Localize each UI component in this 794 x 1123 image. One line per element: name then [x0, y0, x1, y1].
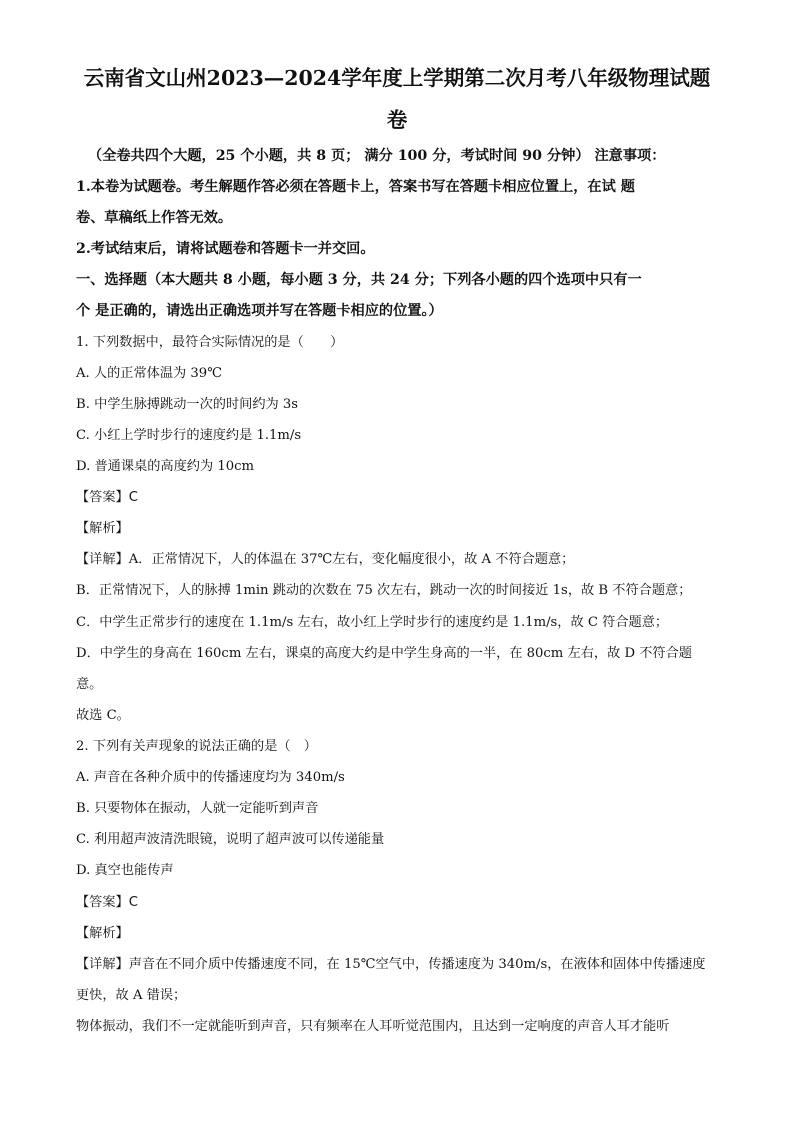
section-heading: 一、选择题（本大题共 8 小题，每小题 3 分，共 24 分；下列各小题的四个选项中只有一 — [76, 272, 642, 288]
instruction-2: 2.考试结束后，请将试题卷和答题卡一并交回。 — [76, 241, 375, 257]
question-1-option-c: C. 小红上学时步行的速度约是 1.1m/s — [76, 428, 302, 443]
question-1-detail: D．中学生的身高在 160cm 左右，课桌的高度大约是中学生身高的一半，在 80cm 左右，故 D 不符合题 — [76, 646, 692, 661]
document-title-continued: 卷 — [386, 108, 408, 132]
instruction-1: 1.本卷为试题卷。考生解题作答必须在答题卡上，答案书写在答题卡相应位置上，在试 题 — [76, 179, 635, 195]
question-2-option-c: C. 利用超声波清洗眼镜，说明了超声波可以传递能量 — [76, 832, 385, 847]
exam-overview: （全卷共四个大题，25 个小题，共 8 页； 满分 100 分，考试时间 90 分钟） 注意事项： — [88, 148, 666, 164]
question-1-option-a: A. 人的正常体温为 39℃ — [76, 366, 222, 381]
question-2-option-a: A. 声音在各种介质中的传播速度均为 340m/s — [76, 770, 345, 785]
question-1-conclusion: 故选 C。 — [76, 708, 130, 723]
instruction-1-continued: 卷、草稿纸上作答无效。 — [76, 210, 233, 226]
question-2-option-d: D. 真空也能传声 — [76, 863, 174, 878]
question-1-detail: 意。 — [76, 677, 103, 692]
question-2-detail: 物体振动，我们不一定就能听到声音，只有频率在人耳听觉范围内，且达到一定响度的声音人耳才能听 — [76, 1019, 670, 1034]
question-2-stem: 2. 下列有关声现象的说法正确的是（ ） — [76, 739, 317, 754]
question-1-detail: B．正常情况下，人的脉搏 1min 跳动的次数在 75 次左右，跳动一次的时间接近 1s，故 B 不符合题意； — [76, 583, 692, 598]
question-1-detail: C．中学生正常步行的速度在 1.1m/s 左右，故小红上学时步行的速度约是 1.1m/s，故 C 符合题意； — [76, 615, 669, 630]
question-1-option-b: B. 中学生脉搏跳动一次的时间约为 3s — [76, 397, 299, 412]
question-1-answer: 【答案】C — [76, 490, 138, 505]
question-1-stem: 1. 下列数据中，最符合实际情况的是（ ） — [76, 335, 344, 350]
question-1-option-d: D. 普通课桌的高度约为 10cm — [76, 459, 255, 474]
question-1-analysis-label: 【解析】 — [76, 521, 129, 536]
question-2-answer: 【答案】C — [76, 895, 138, 910]
section-heading-continued: 个 是正确的，请选出正确选项并写在答题卡相应的位置。） — [76, 303, 443, 319]
question-2-detail: 更快，故 A 错误； — [76, 988, 187, 1003]
question-1-detail: 【详解】A．正常情况下，人的体温在 37℃左右，变化幅度很小，故 A 不符合题意； — [76, 552, 575, 567]
question-2-analysis-label: 【解析】 — [76, 926, 129, 941]
document-title: 云南省文山州2023—2024学年度上学期第二次月考八年级物理试题 — [83, 66, 711, 90]
question-2-detail: 【详解】声音在不同介质中传播速度不同，在 15℃空气中，传播速度为 340m/s，在液体和固体中传播速度 — [76, 957, 706, 972]
question-2-option-b: B. 只要物体在振动，人就一定能听到声音 — [76, 801, 319, 816]
